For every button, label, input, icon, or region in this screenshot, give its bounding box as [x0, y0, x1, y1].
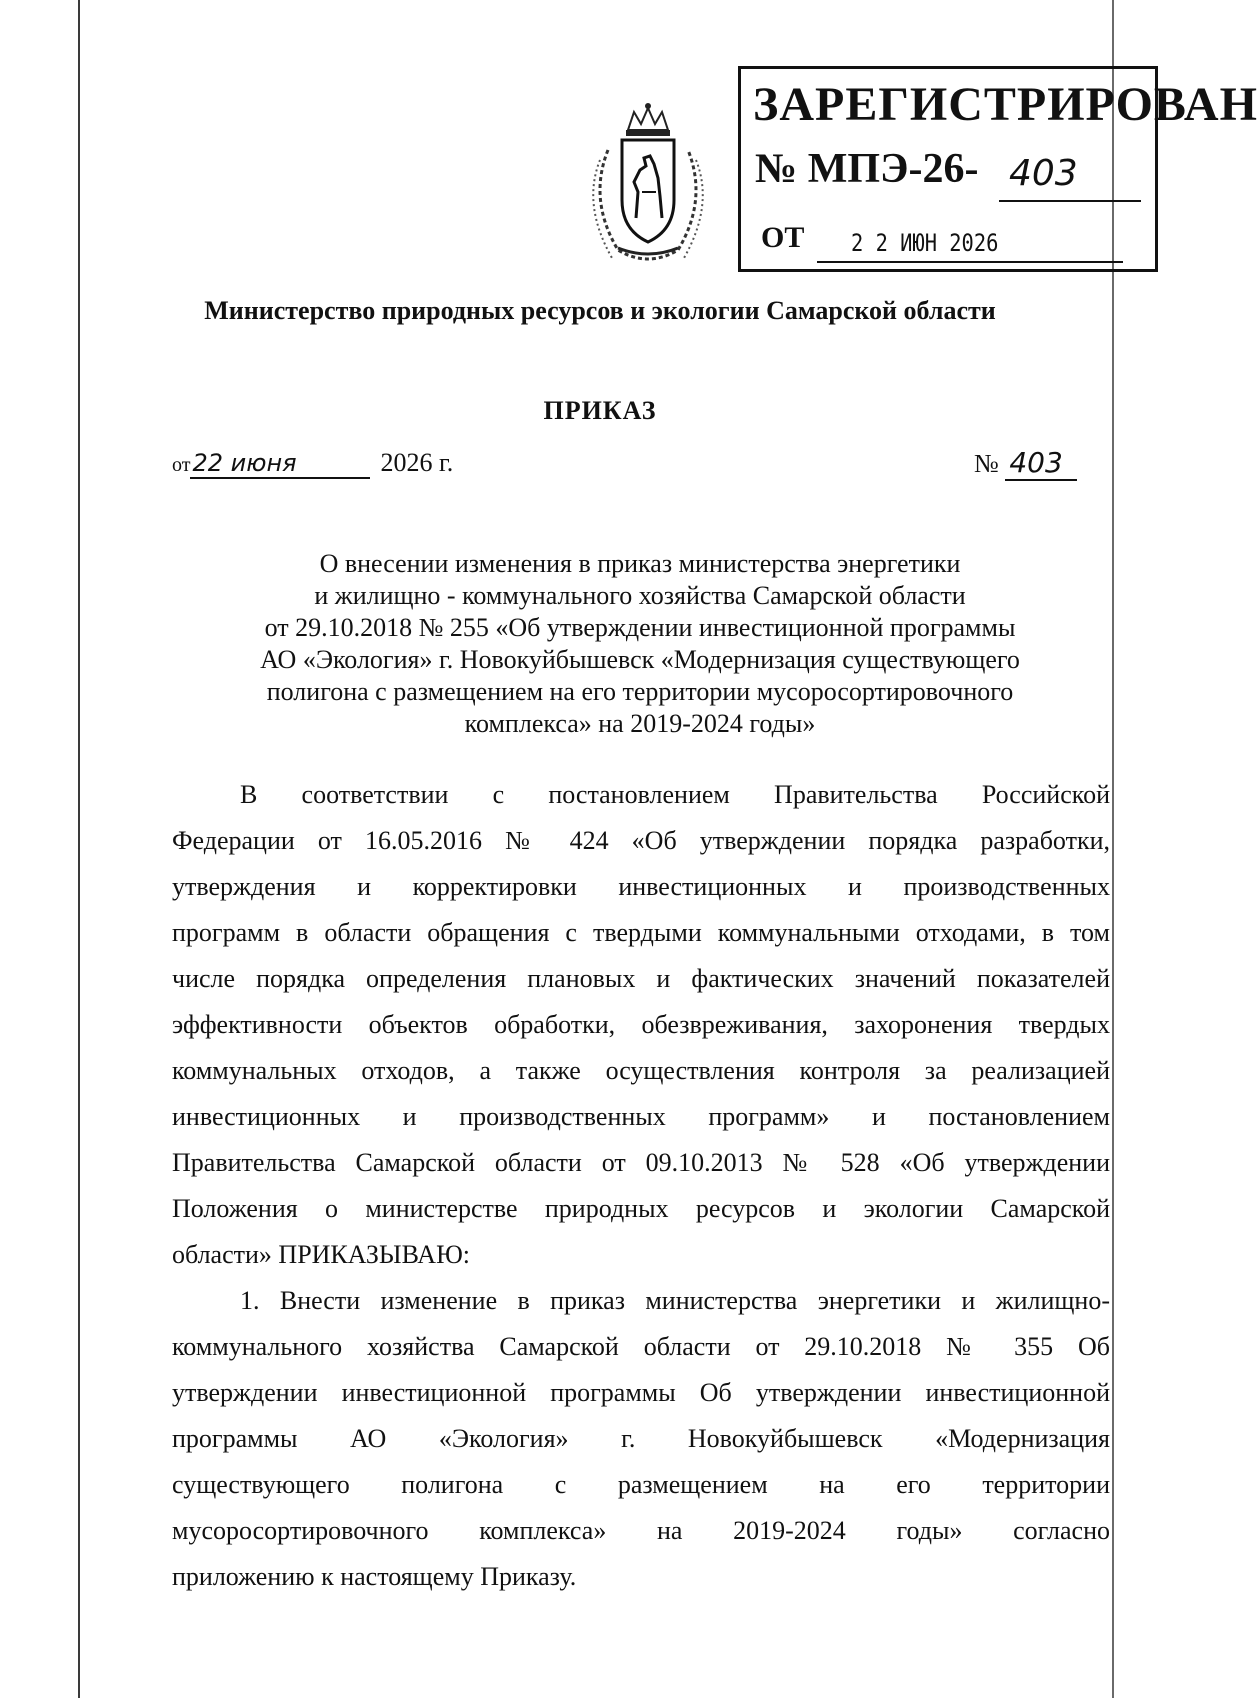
body-line: коммунальных отходов, а также осуществления контроля за реализацией	[172, 1056, 1110, 1085]
order-date-handwritten: 22 июня	[190, 449, 370, 479]
stamp-number-underline	[999, 200, 1141, 202]
registration-stamp	[738, 66, 1258, 272]
body-line: числе порядка определения плановых и фактических значений показателей	[172, 964, 1110, 993]
stamp-date-underline	[817, 261, 1123, 263]
body-line: инвестиционных и производственных программ» и постановлением	[172, 1102, 1110, 1131]
order-number-prefix: №	[974, 449, 999, 478]
body-line: области» ПРИКАЗЫВАЮ:	[172, 1240, 471, 1269]
order-date-prefix: от	[172, 454, 191, 476]
coat-of-arms-emblem	[578, 100, 718, 270]
stamp-number-handwritten: 403	[1009, 153, 1078, 194]
subject-line: от 29.10.2018 № 255 «Об утверждении инвестиционной программы	[264, 613, 1016, 642]
subject-line: комплекса» на 2019-2024 годы»	[464, 709, 816, 738]
order-number-handwritten: 403	[1005, 446, 1076, 481]
order-date	[172, 448, 453, 479]
subject-line: полигона с размещением на его территории мусоросортировочного	[266, 677, 1014, 706]
body-line: 1. Внести изменение в приказ министерства энергетики и жилищно-	[240, 1286, 1110, 1315]
body-line: Положения о министерстве природных ресурсов и экологии Самарской	[172, 1194, 1110, 1223]
stamp-number-prefix: № МПЭ-26-	[755, 146, 979, 192]
stamp-date-prefix: ОТ	[761, 221, 805, 254]
order-number	[974, 446, 1077, 479]
body-line: эффективности объектов обработки, обезвреживания, захоронения твердых	[172, 1010, 1110, 1039]
order-subject	[210, 548, 1070, 740]
order-title: ПРИКАЗ	[543, 396, 657, 425]
body-line: утверждения и корректировки инвестиционных и производственных	[172, 872, 1110, 901]
body-line: мусоросортировочного комплекса» на 2019-2024 годы» согласно	[172, 1516, 1110, 1545]
body-line: Федерации от 16.05.2016 № 424 «Об утверждении порядка разработки,	[172, 826, 1110, 855]
body-line: В соответствии с постановлением Правительства Российской	[240, 780, 1110, 809]
body-line: коммунального хозяйства Самарской области от 29.10.2018 № 355 Об	[172, 1332, 1110, 1361]
body-line: программы АО «Экология» г. Новокуйбышевск «Модернизация	[172, 1424, 1110, 1453]
body-line: приложению к настоящему Приказу.	[172, 1562, 577, 1591]
subject-line: О внесении изменения в приказ министерства энергетики	[319, 549, 961, 578]
stamp-title: ЗАРЕГИСТРИРОВАН	[753, 78, 1258, 131]
scan-edge-line-left	[78, 0, 80, 1698]
body-line: существующего полигона с размещением на его территории	[172, 1470, 1110, 1499]
body-line: программ в области обращения с твердыми коммунальными отходами, в том	[172, 918, 1110, 947]
body-line: Правительства Самарской области от 09.10.2013 № 528 «Об утверждении	[172, 1148, 1110, 1177]
ministry-name: Министерство природных ресурсов и экологии Самарской области	[204, 296, 996, 325]
order-date-year: 2026 г.	[380, 448, 454, 477]
subject-line: и жилищно - коммунального хозяйства Самарской области	[314, 581, 966, 610]
subject-line: АО «Экология» г. Новокуйбышевск «Модернизация существующего	[260, 645, 1020, 674]
stamp-date: 2 2 ИЮН 2026	[851, 229, 999, 257]
body-line: утверждении инвестиционной программы Об утверждении инвестиционной	[172, 1378, 1110, 1407]
